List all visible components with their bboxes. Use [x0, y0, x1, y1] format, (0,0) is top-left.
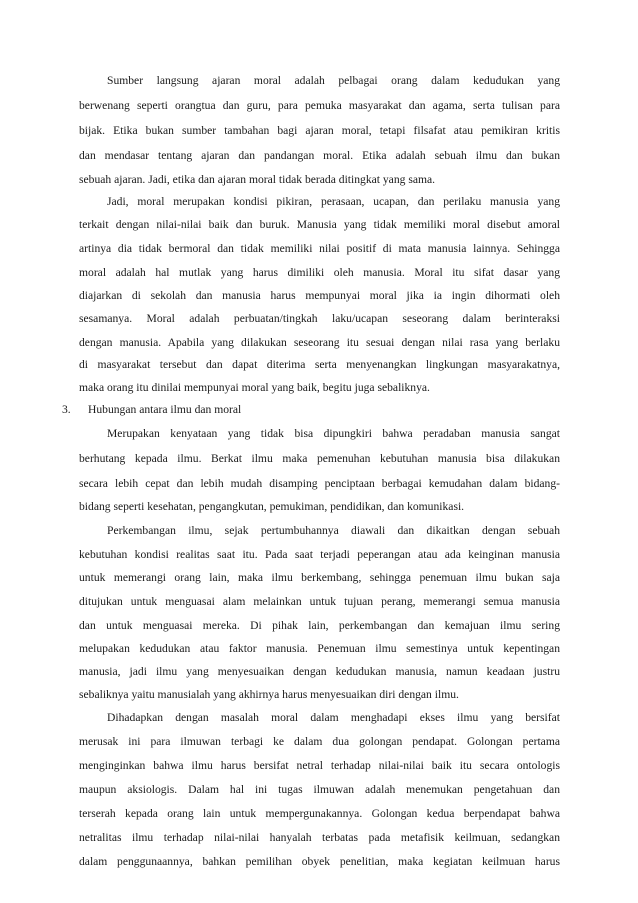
paragraph-2-line-4: moral adalah hal mutlak yang harus dimiliki oleh manusia. Moral itu sifat dasar yang [79, 266, 560, 279]
paragraph-2-line-1: Jadi, moral merupakan kondisi pikiran, perasaan, ucapan, dan perilaku manusia yang [107, 195, 560, 208]
section-paragraph-3-line-1: Dihadapkan dengan masalah moral dalam menghadapi ekses ilmu yang bersifat [107, 711, 560, 724]
paragraph-1-line-3: bijak. Etika bukan sumber tambahan bagi ajaran moral, tetapi filsafat atau pemikiran kritis [79, 124, 560, 137]
paragraph-1-line-5: sebuah ajaran. Jadi, etika dan ajaran moral tidak berada ditingkat yang sama. [79, 173, 436, 186]
paragraph-1-line-4: dan mendasar tentang ajaran dan pandangan moral. Etika adalah sebuah ilmu dan bukan [79, 149, 560, 162]
section-paragraph-3-line-6: netralitas ilmu terhadap nilai-nilai hanyalah terbatas pada metafisik keilmuan, sedangkan [79, 831, 560, 844]
section-paragraph-3-line-4: maupun aksiologis. Dalam hal ini tugas ilmuwan adalah menemukan pengetahuan dan [79, 783, 560, 796]
paragraph-2-line-2: terkait dengan nilai-nilai baik dan buruk. Manusia yang tidak memiliki moral disebut amoral [79, 218, 560, 231]
section-paragraph-2-line-2: kebutuhan kondisi realitas saat itu. Pada saat terjadi peperangan atau ada keinginan manusia [79, 548, 560, 561]
section-paragraph-1-line-2: berhutang kepada ilmu. Berkat ilmu maka pemenuhan kebutuhan manusia bisa dilakukan [79, 452, 560, 465]
section-title: Hubungan antara ilmu dan moral [88, 403, 242, 416]
section-paragraph-2-line-1: Perkembangan ilmu, sejak pertumbuhannya diawali dan dikaitkan dengan sebuah [107, 524, 560, 537]
section-paragraph-3-line-5: terserah kepada orang lain untuk mempergunakannya. Golongan kedua berpendapat bahwa [79, 807, 560, 820]
paragraph-2-line-5: diajarkan di sekolah dan manusia harus mempunyai moral jika ia ingin dihormati oleh [79, 289, 560, 302]
section-paragraph-2-line-8: sebaliknya yaitu manusialah yang akhirnya harus menyesuaikan diri dengan ilmu. [79, 688, 459, 701]
section-number: 3. [62, 403, 71, 416]
paragraph-2-line-9: maka orang itu dinilai mempunyai moral yang baik, begitu juga sebaliknya. [79, 381, 430, 394]
section-paragraph-2-line-5: dan untuk menguasai mereka. Di pihak lain, perkembangan dan kemajuan ilmu sering [79, 619, 560, 632]
section-paragraph-3-line-3: menginginkan bahwa ilmu harus bersifat netral terhadap nilai-nilai baik itu secara ontologis [79, 759, 560, 772]
paragraph-1-line-2: berwenang seperti orangtua dan guru, para pemuka masyarakat dan agama, serta tulisan para [79, 99, 560, 112]
paragraph-2-line-8: di masyarakat tersebut dan dapat diterima serta menyenangkan lingkungan masyarakatnya, [79, 358, 560, 371]
section-paragraph-2-line-4: ditujukan untuk menguasai alam melainkan untuk tujuan perang, memerangi semua manusia [79, 595, 560, 608]
section-paragraph-3-line-2: merusak ini para ilmuwan terbagi ke dalam dua golongan pendapat. Golongan pertama [79, 735, 560, 748]
paragraph-2-line-3: artinya dia tidak bermoral dan tidak memiliki nilai positif di mata manusia lainnya. Sehingga [79, 242, 560, 255]
section-paragraph-1-line-1: Merupakan kenyataan yang tidak bisa dipungkiri bahwa peradaban manusia sangat [107, 427, 560, 440]
section-paragraph-1-line-3: secara lebih cepat dan lebih mudah disamping penciptaan berbagai kemudahan dalam bidang- [79, 477, 560, 490]
section-paragraph-2-line-3: untuk memerangi orang lain, maka ilmu berkembang, sehingga penemuan ilmu bukan saja [79, 571, 560, 584]
paragraph-2-line-6: sesamanya. Moral adalah perbuatan/tingkah laku/ucapan seseorang dalam berinteraksi [79, 312, 560, 325]
section-paragraph-2-line-6: melupakan kedudukan atau faktor manusia. Penemuan ilmu semestinya untuk kepentingan [79, 642, 560, 655]
section-paragraph-2-line-7: manusia, jadi ilmu yang menyesuaikan dengan kedudukan manusia, namun keadaan justru [79, 665, 560, 678]
paragraph-1-line-1: Sumber langsung ajaran moral adalah pelbagai orang dalam kedudukan yang [107, 74, 560, 87]
section-paragraph-1-line-4: bidang seperti kesehatan, pengangkutan, pemukiman, pendidikan, dan komunikasi. [79, 500, 465, 513]
paragraph-2-line-7: dengan manusia. Apabila yang dilakukan seseorang itu sesuai dengan nilai rasa yang berlaku [79, 336, 560, 349]
section-paragraph-3-line-7: dalam penggunaannya, bahkan pemilihan obyek penelitian, maka kegiatan keilmuan harus [79, 855, 560, 868]
